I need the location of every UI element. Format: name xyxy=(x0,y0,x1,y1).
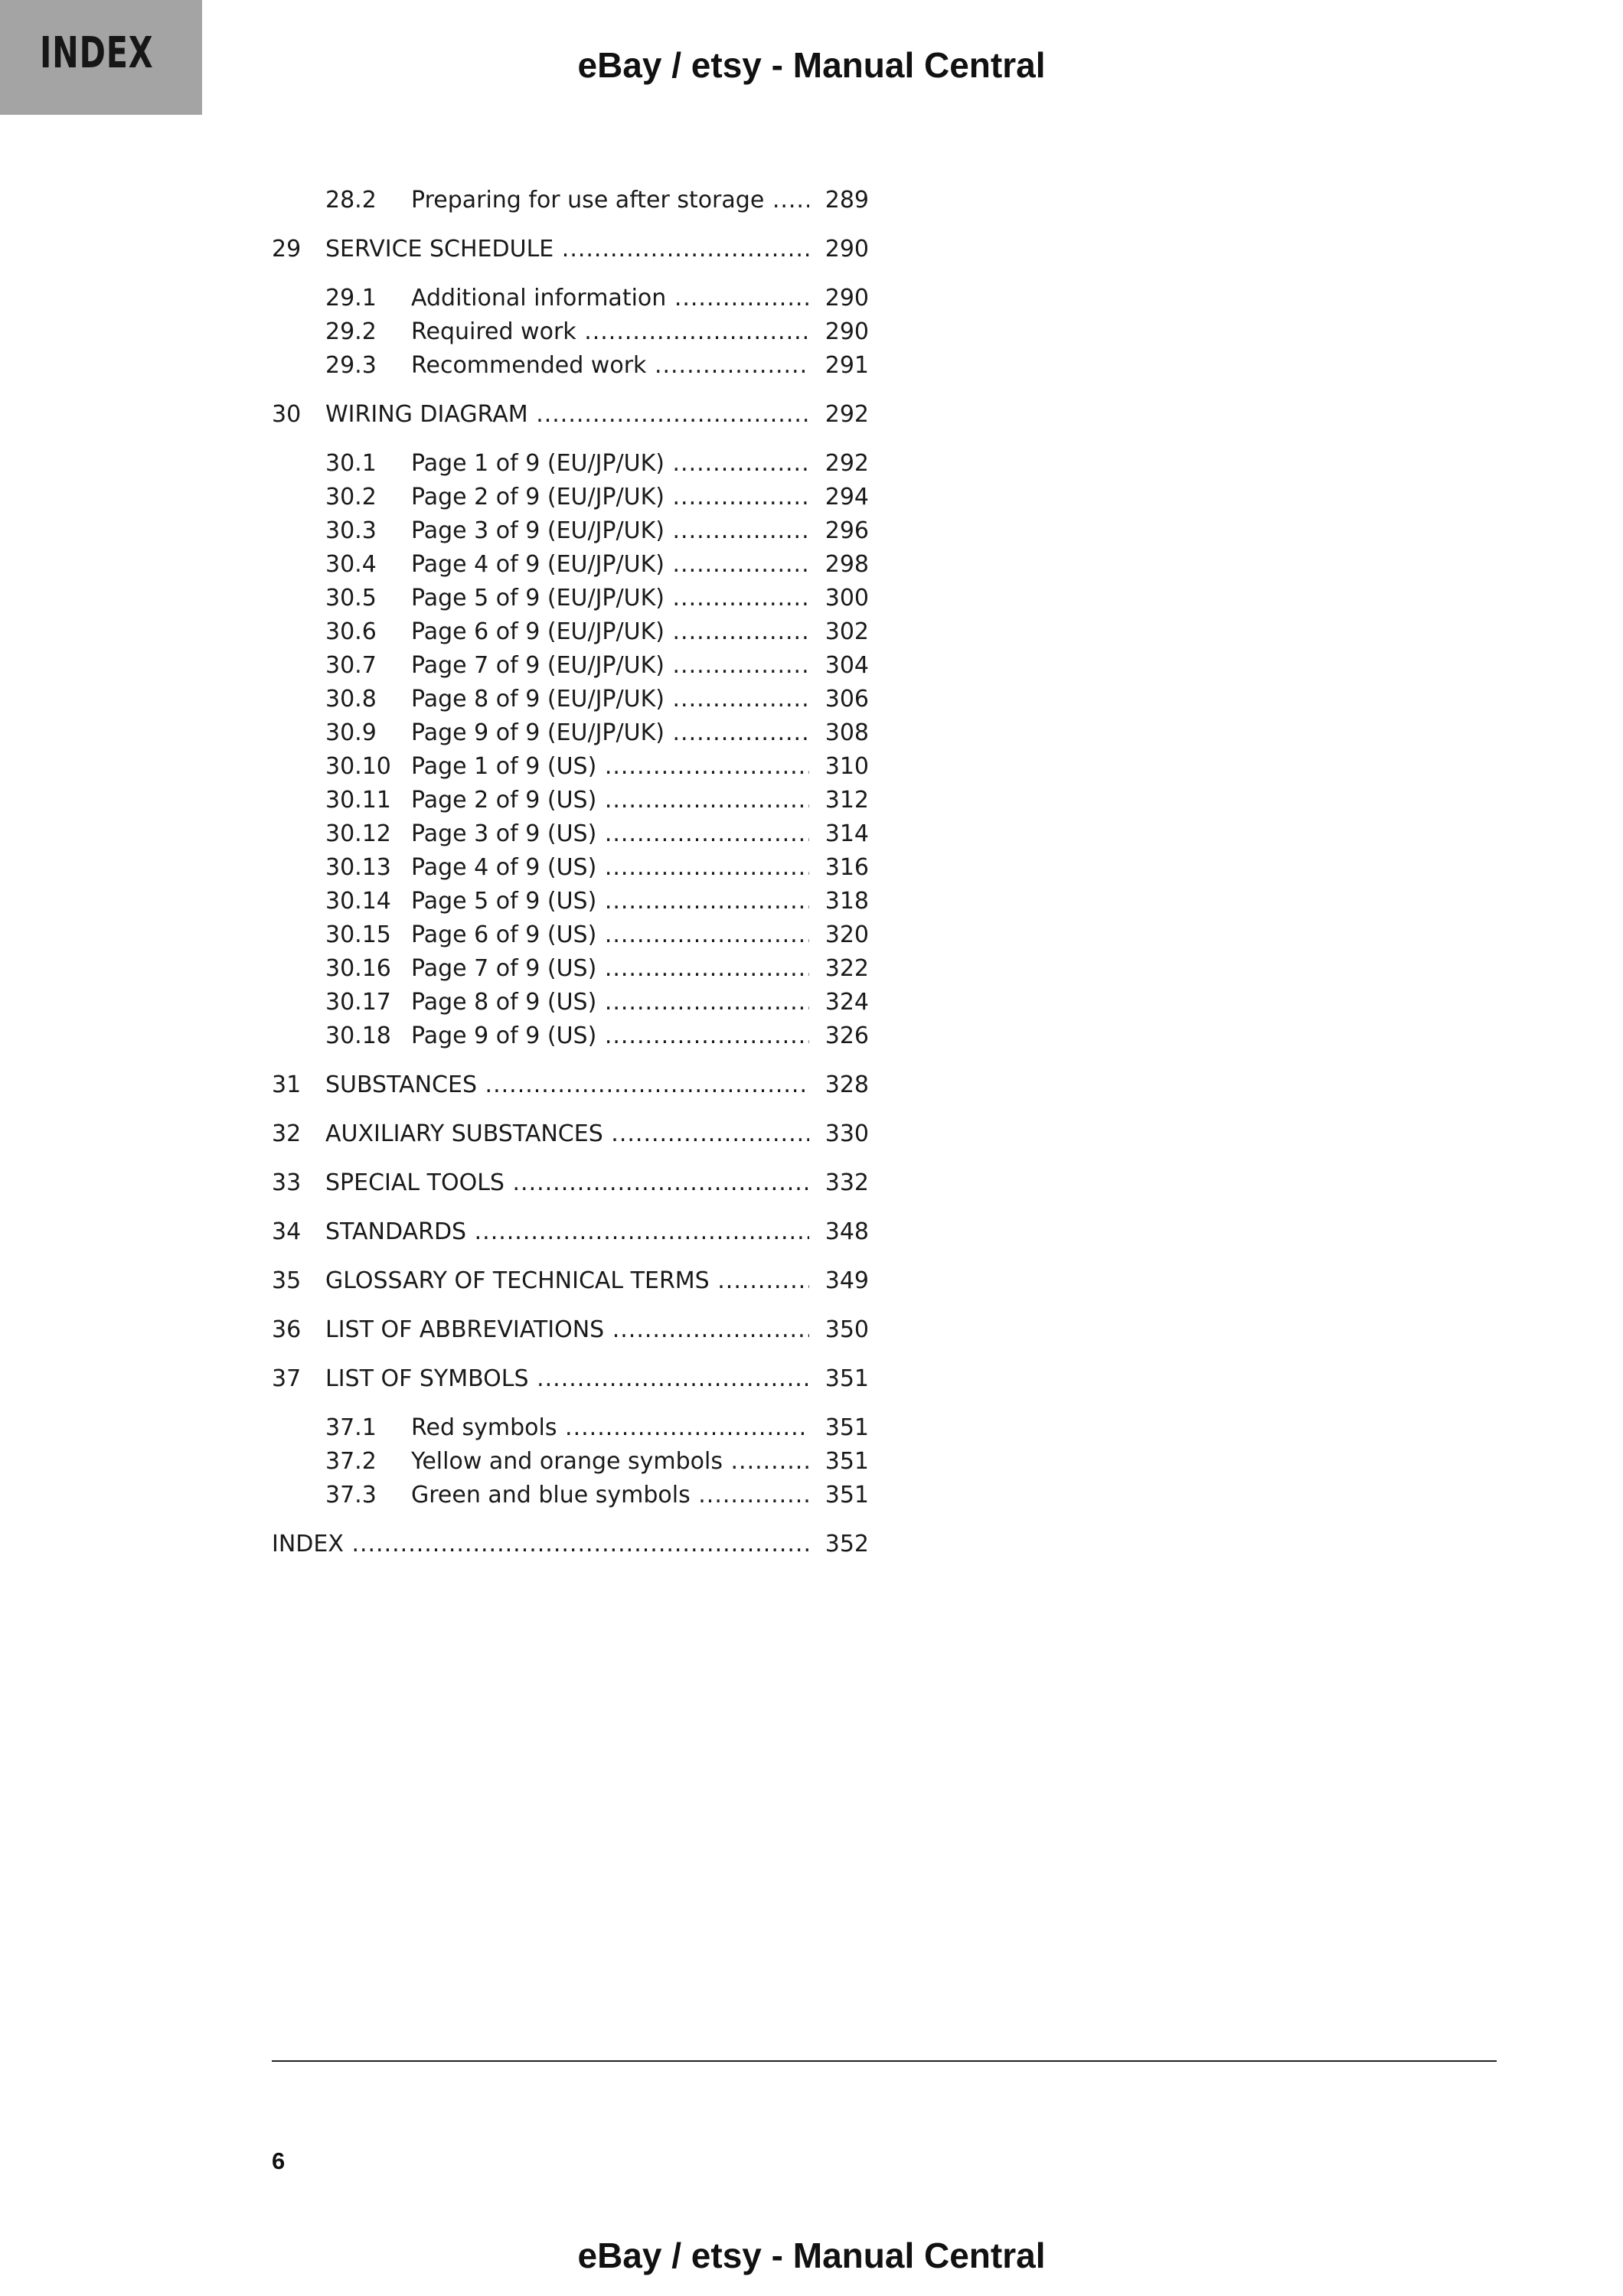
toc-number: 30.15 xyxy=(325,921,391,948)
toc-page: 351 xyxy=(825,1365,869,1392)
toc-number: 35 xyxy=(272,1267,302,1294)
toc-entry[interactable] xyxy=(272,1528,869,1561)
toc-subentry[interactable] xyxy=(272,851,869,885)
toc-entry[interactable] xyxy=(272,1215,869,1249)
toc-title: Page 1 of 9 (EU/JP/UK) ..... xyxy=(411,447,809,481)
toc-page: 306 xyxy=(825,686,869,713)
toc-subentry[interactable] xyxy=(272,514,869,548)
toc-page: 322 xyxy=(825,955,869,982)
toc-number: 31 xyxy=(272,1071,302,1098)
toc-title: Page 1 of 9 (US) ..... xyxy=(411,750,809,784)
toc-subentry[interactable] xyxy=(272,315,869,349)
toc-page: 298 xyxy=(825,551,869,578)
toc-title: Yellow and orange symbols ..... xyxy=(411,1445,809,1479)
toc-title: WIRING DIAGRAM ..... xyxy=(325,398,809,432)
toc-subentry[interactable] xyxy=(272,1411,869,1445)
toc-page: 292 xyxy=(825,450,869,477)
toc-number: 30 xyxy=(272,401,302,428)
toc-page: 291 xyxy=(825,352,869,379)
toc-number: 30.16 xyxy=(325,955,391,982)
toc-title: Page 3 of 9 (EU/JP/UK) ..... xyxy=(411,514,809,548)
toc-title: STANDARDS ..... xyxy=(325,1215,809,1249)
toc-subentry[interactable] xyxy=(272,885,869,918)
toc-subentry[interactable] xyxy=(272,481,869,514)
toc-subentry[interactable] xyxy=(272,1445,869,1479)
toc-subentry[interactable] xyxy=(272,615,869,649)
toc-title: Red symbols ..... xyxy=(411,1411,809,1445)
toc-number: 29 xyxy=(272,236,302,263)
toc-number: 30.10 xyxy=(325,753,391,780)
toc-number: 30.17 xyxy=(325,989,391,1016)
toc-page: 352 xyxy=(825,1531,869,1557)
toc-page: 348 xyxy=(825,1218,869,1245)
toc-subentry[interactable] xyxy=(272,750,869,784)
toc-title: AUXILIARY SUBSTANCES ..... xyxy=(325,1117,809,1151)
toc-title: Page 9 of 9 (US) ..... xyxy=(411,1019,809,1053)
toc-subentry[interactable] xyxy=(272,548,869,582)
toc-title: Additional information ..... xyxy=(411,282,809,315)
toc-number: 37.1 xyxy=(325,1414,377,1441)
toc-number: 29.1 xyxy=(325,285,377,311)
toc-page: 328 xyxy=(825,1071,869,1098)
toc-entry[interactable] xyxy=(272,1068,869,1102)
toc-number: 30.12 xyxy=(325,820,391,847)
toc-page: 292 xyxy=(825,401,869,428)
toc-subentry[interactable] xyxy=(272,986,869,1019)
toc-subentry[interactable] xyxy=(272,649,869,683)
watermark-top: eBay / etsy - Manual Central xyxy=(577,45,1046,85)
toc-title: SERVICE SCHEDULE ..... xyxy=(325,233,809,266)
toc-number: 37.2 xyxy=(325,1448,377,1475)
toc-title: Page 5 of 9 (US) ..... xyxy=(411,885,809,918)
toc-number: 28.2 xyxy=(325,187,377,214)
toc-number: 30.7 xyxy=(325,652,377,679)
toc-subentry[interactable] xyxy=(272,1019,869,1053)
toc-page: 349 xyxy=(825,1267,869,1294)
toc-page: 318 xyxy=(825,888,869,915)
toc-subentry[interactable] xyxy=(272,952,869,986)
toc-page: 330 xyxy=(825,1120,869,1147)
toc-page: 316 xyxy=(825,854,869,881)
toc-number: 33 xyxy=(272,1169,302,1196)
toc-number: 30.18 xyxy=(325,1022,391,1049)
toc-title: Page 4 of 9 (US) ..... xyxy=(411,851,809,885)
toc-entry[interactable] xyxy=(272,233,869,266)
toc-title: Page 2 of 9 (US) ..... xyxy=(411,784,809,817)
toc-title: Page 8 of 9 (EU/JP/UK) ..... xyxy=(411,683,809,716)
toc-subentry[interactable] xyxy=(272,349,869,383)
toc-number: 30.11 xyxy=(325,787,391,814)
toc-page: 294 xyxy=(825,484,869,510)
section-tab-label: INDEX xyxy=(40,28,154,78)
toc-subentry[interactable] xyxy=(272,447,869,481)
toc-number: 30.6 xyxy=(325,618,377,645)
toc-entry[interactable] xyxy=(272,1313,869,1347)
toc-title: Page 9 of 9 (EU/JP/UK) ..... xyxy=(411,716,809,750)
toc-title: Page 2 of 9 (EU/JP/UK) ..... xyxy=(411,481,809,514)
toc-page: 326 xyxy=(825,1022,869,1049)
toc-title: Page 6 of 9 (EU/JP/UK) ..... xyxy=(411,615,809,649)
toc-entry[interactable] xyxy=(272,398,869,432)
toc-page: 314 xyxy=(825,820,869,847)
toc-title: Preparing for use after storage ..... xyxy=(411,184,809,217)
page-number: 6 xyxy=(272,2148,286,2174)
watermark-bottom: eBay / etsy - Manual Central xyxy=(577,2236,1046,2275)
toc-entry[interactable] xyxy=(272,1166,869,1200)
toc-number: 30.14 xyxy=(325,888,391,915)
toc-page: 324 xyxy=(825,989,869,1016)
toc-title: GLOSSARY OF TECHNICAL TERMS ..... xyxy=(325,1264,809,1298)
toc-page: 290 xyxy=(825,285,869,311)
toc-number: 29.2 xyxy=(325,318,377,345)
toc-page: 332 xyxy=(825,1169,869,1196)
toc-page: 304 xyxy=(825,652,869,679)
toc-title: Page 4 of 9 (EU/JP/UK) ..... xyxy=(411,548,809,582)
footer-rule xyxy=(272,2060,1497,2062)
toc-number: 30.13 xyxy=(325,854,391,881)
toc-title: SPECIAL TOOLS ..... xyxy=(325,1166,809,1200)
toc-number: 32 xyxy=(272,1120,302,1147)
toc-title: INDEX ..... xyxy=(272,1528,809,1561)
toc-number: 30.4 xyxy=(325,551,377,578)
toc-number: 37 xyxy=(272,1365,302,1392)
toc-number: 37.3 xyxy=(325,1482,377,1508)
toc-title: Green and blue symbols ..... xyxy=(411,1479,809,1512)
toc-subentry[interactable] xyxy=(272,683,869,716)
toc-entry[interactable] xyxy=(272,1264,869,1298)
toc-page: 351 xyxy=(825,1448,869,1475)
toc-number: 30.3 xyxy=(325,517,377,544)
toc-page: 290 xyxy=(825,318,869,345)
toc-number: 30.2 xyxy=(325,484,377,510)
toc-title: LIST OF SYMBOLS ..... xyxy=(325,1362,809,1396)
toc-number: 36 xyxy=(272,1316,302,1343)
toc-number: 30.8 xyxy=(325,686,377,713)
toc-title: Page 7 of 9 (US) ..... xyxy=(411,952,809,986)
toc-page: 351 xyxy=(825,1414,869,1441)
toc-page: 351 xyxy=(825,1482,869,1508)
toc-number: 34 xyxy=(272,1218,302,1245)
toc-page: 290 xyxy=(825,236,869,263)
toc-page: 296 xyxy=(825,517,869,544)
toc-subentry[interactable] xyxy=(272,184,869,217)
toc-page: 302 xyxy=(825,618,869,645)
toc-page: 300 xyxy=(825,585,869,612)
toc-subentry[interactable] xyxy=(272,1479,869,1512)
toc-title: Required work ..... xyxy=(411,315,809,349)
toc-title: Page 6 of 9 (US) ..... xyxy=(411,918,809,952)
toc-number: 29.3 xyxy=(325,352,377,379)
toc-number: 30.1 xyxy=(325,450,377,477)
toc-number: 30.9 xyxy=(325,719,377,746)
toc-title: Page 5 of 9 (EU/JP/UK) ..... xyxy=(411,582,809,615)
toc-subentry[interactable] xyxy=(272,784,869,817)
toc-page: 320 xyxy=(825,921,869,948)
toc-subentry[interactable] xyxy=(272,817,869,851)
toc-title: LIST OF ABBREVIATIONS ..... xyxy=(325,1313,809,1347)
toc-page: 289 xyxy=(825,187,869,214)
table-of-contents xyxy=(272,184,869,1561)
toc-title: SUBSTANCES ..... xyxy=(325,1068,809,1102)
toc-page: 310 xyxy=(825,753,869,780)
toc-entry[interactable] xyxy=(272,1117,869,1151)
toc-number: 30.5 xyxy=(325,585,377,612)
toc-subentry[interactable] xyxy=(272,918,869,952)
toc-title: Page 3 of 9 (US) ..... xyxy=(411,817,809,851)
toc-title: Page 7 of 9 (EU/JP/UK) ..... xyxy=(411,649,809,683)
toc-title: Recommended work ..... xyxy=(411,349,809,383)
toc-page: 312 xyxy=(825,787,869,814)
toc-title: Page 8 of 9 (US) ..... xyxy=(411,986,809,1019)
toc-subentry[interactable] xyxy=(272,282,869,315)
toc-entry[interactable] xyxy=(272,1362,869,1396)
toc-subentry[interactable] xyxy=(272,582,869,615)
toc-page: 350 xyxy=(825,1316,869,1343)
toc-subentry[interactable] xyxy=(272,716,869,750)
toc-page: 308 xyxy=(825,719,869,746)
